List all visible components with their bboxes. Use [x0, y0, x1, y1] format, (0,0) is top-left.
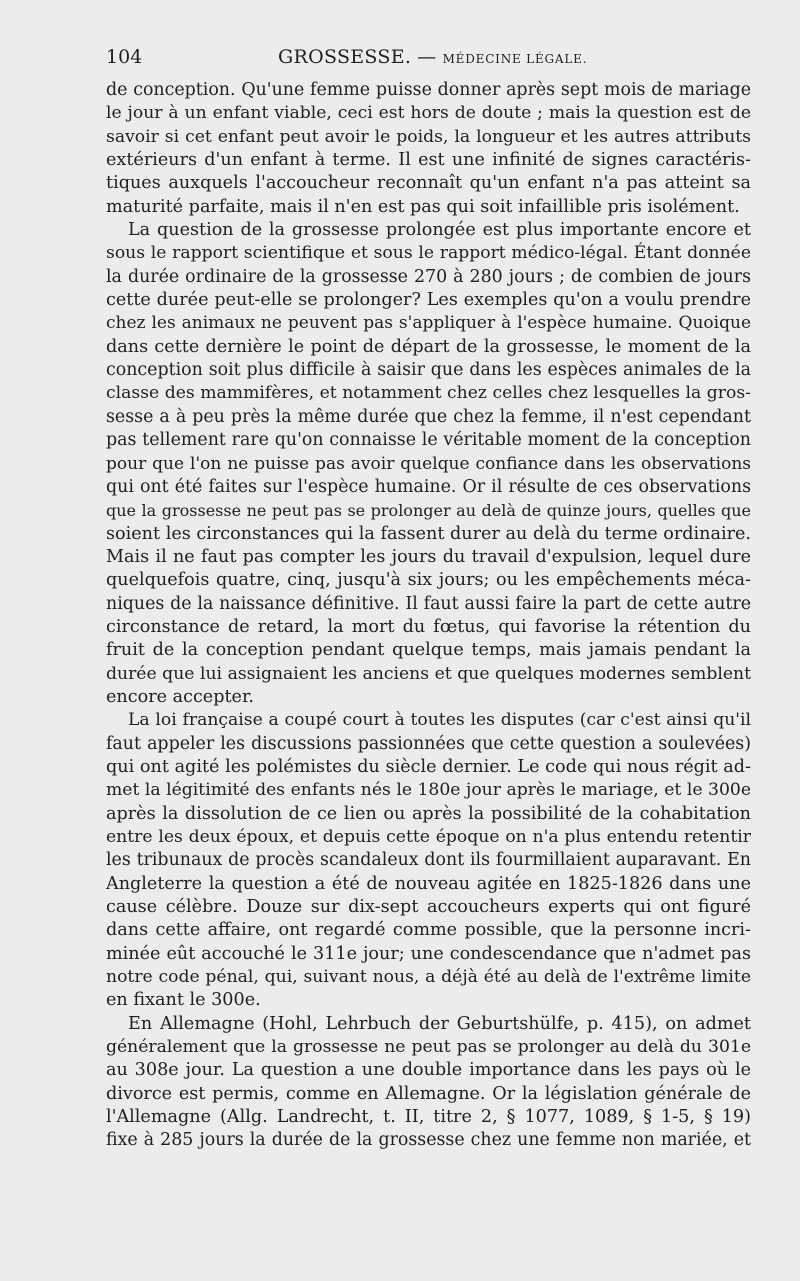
text-line: circonstance de retard, la mort du fœtus, qui favorise la rétention du [106, 616, 751, 637]
running-title-sub: MÉDECINE LÉGALE. [442, 52, 588, 66]
text-line: cette durée peut-elle se prolonger? Les exemples qu'on a voulu prendre [106, 290, 751, 311]
text-line: l'Allemagne (Allg. Landrecht, t. II, titre 2, § 1077, 1089, § 1-5, § 19) [106, 1107, 751, 1128]
page-number: 104 [106, 46, 143, 68]
text-line: extérieurs d'un enfant à terme. Il est une infinité de signes caractéris- [106, 150, 751, 171]
body-text [106, 79, 751, 1153]
text-line: maturité parfaite, mais il n'en est pas qui soit infaillible pris isolément. [106, 196, 740, 217]
text-line: fixe à 285 jours la durée de la grossesse chez une femme non mariée, et [106, 1130, 751, 1151]
text-line: soient les circonstances qui la fassent durer au delà du terme ordinaire. [106, 523, 751, 544]
text-line: durée que lui assignaient les anciens et que quelques modernes semblent [106, 663, 751, 684]
text-line: qui ont été faites sur l'espèce humaine. Or il résulte de ces observations [106, 476, 751, 497]
text-line: de conception. Qu'une femme puisse donner après sept mois de mariage [106, 80, 751, 100]
running-header [106, 46, 751, 74]
text-line: pas tellement rare qu'on connaisse le véritable moment de la conception [106, 430, 751, 451]
running-title-separator: — [417, 46, 437, 68]
text-line: conception soit plus difficile à saisir que dans les espèces animales de la [106, 360, 751, 381]
text-line: minée eût accouché le 311e jour; une condescendance que n'admet pas [106, 943, 751, 964]
text-line: classe des mammifères, et notamment chez celles chez lesquelles la gros- [106, 383, 751, 404]
text-line: Mais il ne faut pas compter les jours du travail d'expulsion, lequel dure [106, 546, 751, 567]
text-line: dans cette affaire, ont regardé comme possible, que la personne incri- [106, 920, 751, 941]
text-line: quelquefois quatre, cinq, jusqu'à six jours; ou les empêchements méca- [106, 570, 751, 591]
text-line: en fixant le 300e. [106, 990, 261, 1011]
text-line: chez les animaux ne peuvent pas s'appliquer à l'espèce humaine. Quoique [106, 313, 751, 334]
text-line: au 308e jour. La question a une double importance dans les pays où le [106, 1060, 751, 1081]
text-line: entre les deux époux, et depuis cette époque on n'a plus entendu retentir [106, 827, 751, 847]
text-line: sesse a à peu près la même durée que chez la femme, il n'est cependant [106, 406, 751, 427]
text-line: met la légitimité des enfants nés le 180e jour après le mariage, et le 300e [106, 780, 751, 801]
text-line: faut appeler les discussions passionnées que cette question a soulevées) [106, 733, 751, 754]
text-line: sous le rapport scientifique et sous le rapport médico-légal. Étant donnée [106, 243, 751, 264]
text-line: le jour à un enfant viable, ceci est hors de doute ; mais la question est de [106, 103, 751, 124]
text-line: Angleterre la question a été de nouveau agitée en 1825-1826 dans une [106, 873, 751, 894]
text-line: les tribunaux de procès scandaleux dont ils fourmillaient auparavant. En [106, 850, 751, 871]
text-line: encore accepter. [106, 686, 255, 707]
text-line: divorce est permis, comme en Allemagne. Or la législation générale de [106, 1083, 751, 1104]
text-line: tiques auxquels l'accoucheur reconnaît qu'un enfant n'a pas atteint sa [106, 173, 751, 194]
text-line: savoir si cet enfant peut avoir le poids, la longueur et les autres attributs [106, 126, 751, 147]
text-line: qui ont agité les polémistes du siècle dernier. Le code qui nous régit ad- [106, 756, 751, 777]
text-line: cause célèbre. Douze sur dix-sept accoucheurs experts qui ont figuré [106, 897, 751, 918]
text-line: La question de la grossesse prolongée est plus importante encore et [128, 220, 751, 241]
text-line: que la grossesse ne peut pas se prolonger au delà de quinze jours, quelles que [106, 501, 751, 521]
running-title [278, 46, 587, 68]
text-line: La loi française a coupé court à toutes les disputes (car c'est ainsi qu'il [128, 710, 751, 731]
text-line: généralement que la grossesse ne peut pas se prolonger au delà du 301e [106, 1037, 751, 1058]
text-line: fruit de la conception pendant quelque temps, mais jamais pendant la [106, 640, 751, 661]
text-line: notre code pénal, qui, suivant nous, a déjà été au delà de l'extrême limite [106, 967, 751, 988]
text-line: niques de la naissance définitive. Il faut aussi faire la part de cette autre [106, 593, 751, 614]
running-title-main: GROSSESSE. [278, 46, 412, 68]
text-line: pour que l'on ne puisse pas avoir quelque confiance dans les observations [106, 453, 751, 474]
text-line: après la dissolution de ce lien ou après la possibilité de la cohabitation [106, 803, 751, 824]
text-line: la durée ordinaire de la grossesse 270 à 280 jours ; de combien de jours [106, 266, 751, 287]
text-line: dans cette dernière le point de départ de la grossesse, le moment de la [106, 336, 751, 357]
text-line: En Allemagne (Hohl, Lehrbuch der Geburtshülfe, p. 415), on admet [128, 1013, 751, 1034]
